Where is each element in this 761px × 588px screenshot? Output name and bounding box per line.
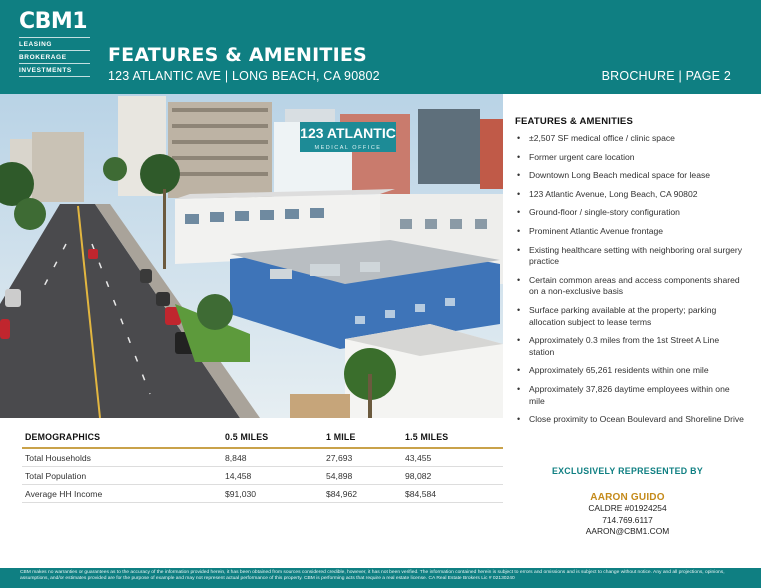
table-cell: 8,848 [222, 448, 323, 467]
feature-item: • Approximately 37,826 daytime employees within one mile [515, 384, 745, 407]
page-title: FEATURES & AMENITIES [108, 44, 367, 66]
feature-item: • ±2,507 SF medical office / clinic space [515, 133, 745, 145]
column-header: DEMOGRAPHICS [22, 430, 222, 448]
logo-wordmark: CBM1 [19, 9, 88, 34]
feature-item: • Close proximity to Ocean Boulevard and Shoreline Drive [515, 414, 745, 426]
sign-subtitle: MEDICAL OFFICE [314, 145, 382, 151]
agent-phone[interactable]: 714.769.6117 [602, 514, 653, 525]
table-cell: 54,898 [323, 467, 402, 485]
logo-item-leasing: LEASING [19, 38, 90, 51]
features-heading: FEATURES & AMENITIES [515, 116, 634, 127]
property-photo [0, 94, 503, 418]
table-cell: Total Households [22, 448, 222, 467]
table-cell: $84,584 [402, 485, 503, 503]
feature-item: • Certain common areas and access components shared on a non-exclusive basis [515, 275, 745, 298]
demographics-table [22, 430, 503, 503]
page-label: BROCHURE | PAGE 2 [601, 69, 731, 83]
table-header-row [22, 430, 503, 448]
header-bar [0, 0, 761, 94]
table-cell: 27,693 [323, 448, 402, 467]
agent-license: CALDRE #01924254 [588, 503, 667, 513]
table-cell: $91,030 [222, 485, 323, 503]
property-address: 123 ATLANTIC AVE | LONG BEACH, CA 90802 [108, 69, 380, 83]
feature-item: • 123 Atlantic Avenue, Long Beach, CA 90802 [515, 189, 745, 201]
table-cell: 14,458 [222, 467, 323, 485]
agent-email[interactable]: AARON@CBM1.COM [585, 526, 670, 536]
table-cell: Average HH Income [22, 485, 222, 503]
agent-name: AARON GUIDO [590, 492, 665, 503]
logo-item-investments: INVESTMENTS [19, 64, 90, 77]
table-cell: 43,455 [402, 448, 503, 467]
feature-item: • Existing healthcare setting with neighboring oral surgery practice [515, 245, 745, 268]
table-cell: 98,082 [402, 467, 503, 485]
footer-disclaimer: CBM makes no warranties or guarantees as to the accuracy of the information provided herein, it has been obtained from sources considered credible, however, it has not been verified. The information contained herein is subject to errors and omissions and is subject to change without notice. Any and all projections, opinions, assumptions, and/or estimates provided are for the purpose of example and may not represent actual performance of this property. CBM is performing acts that require a real estate license. CA Real Estate Brokers Lic # 02130240 [0, 568, 761, 588]
company-logo [19, 10, 90, 84]
table-cell: Total Population [22, 467, 222, 485]
column-header: 1 MILE [323, 430, 402, 448]
column-header: 1.5 MILES [402, 430, 503, 448]
exclusive-label: EXCLUSIVELY REPRESENTED BY [551, 466, 704, 476]
table-row [22, 467, 503, 485]
feature-item: • Prominent Atlantic Avenue frontage [515, 226, 745, 238]
table-row [22, 448, 503, 467]
features-list [515, 133, 745, 426]
features-section [515, 116, 745, 433]
feature-item: • Ground-floor / single-story configuration [515, 207, 745, 219]
contact-block [510, 466, 745, 538]
feature-item: • Downtown Long Beach medical space for lease [515, 170, 745, 182]
feature-item: • Approximately 65,261 residents within one mile [515, 365, 745, 377]
feature-item: • Approximately 0.3 miles from the 1st Street A Line station [515, 335, 745, 358]
table-row [22, 485, 503, 503]
feature-item: • Former urgent care location [515, 152, 745, 164]
feature-item: • Surface parking available at the property; parking allocation subject to lease terms [515, 305, 745, 328]
table-cell: $84,962 [323, 485, 402, 503]
aerial-street-illustration [0, 94, 503, 418]
column-header: 0.5 MILES [222, 430, 323, 448]
logo-item-brokerage: BROKERAGE [19, 51, 90, 64]
sign-title: 123 ATLANTIC [300, 125, 396, 141]
